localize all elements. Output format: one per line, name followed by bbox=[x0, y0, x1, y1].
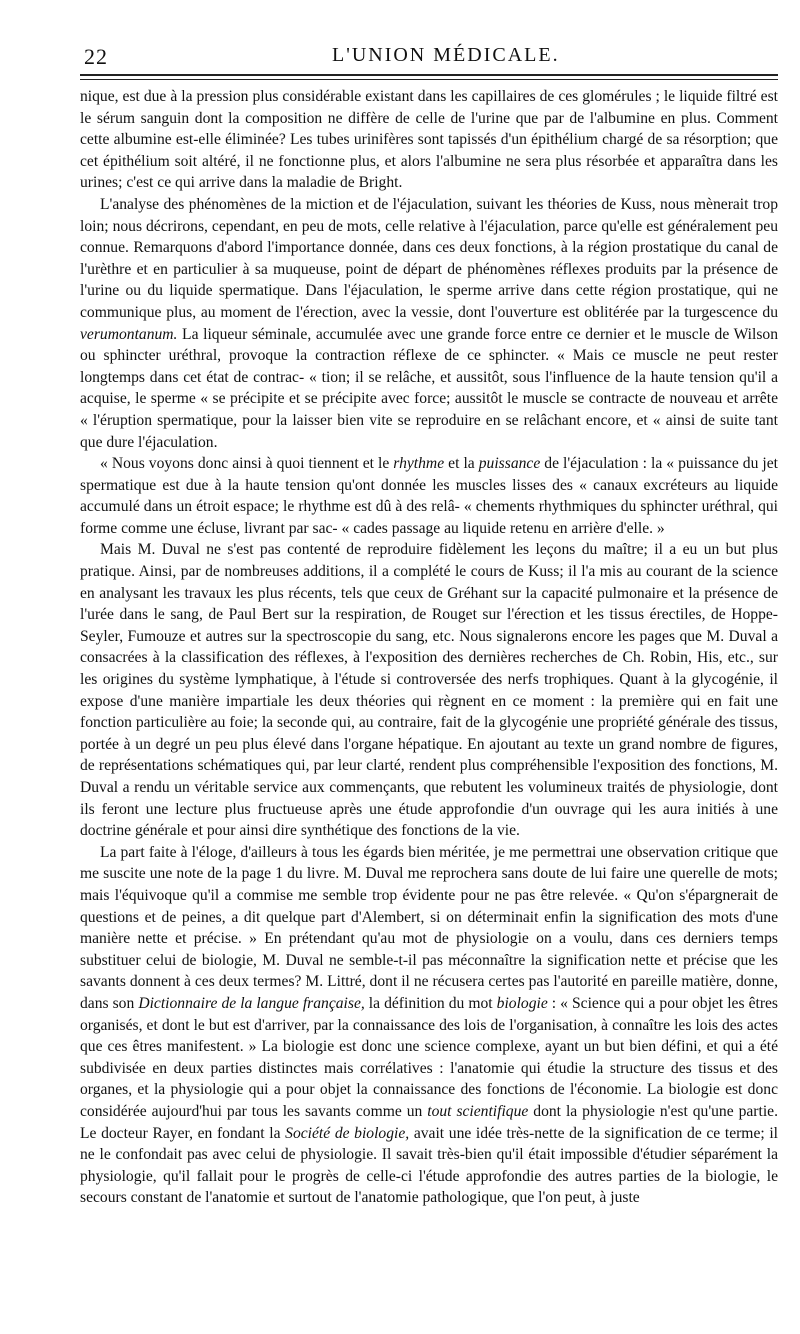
running-head: L'UNION MÉDICALE. bbox=[332, 44, 560, 66]
text-run: La part faite à l'éloge, d'ailleurs à tous les égards bien méritée, je me permettrai une observation critique que me suscite une note de la page 1 du livre. M. Duval me reprochera sans doute de lui faire une querelle de mots; mais l'équivoque qu'il a commise me semble trop évidente pour ne pas être relevée. « Qu'on s'épargnerait de questions et de peines, a dit quelque part d'Alembert, si on déterminait enfin la signification des mots d'une manière nette et précise. » En prétendant qu'au mot de physiologie on a voulu, dans ces derniers temps substituer celui de biologie, M. Duval ne semble-t-il pas méconnaître la signification nette et précise que les savants donnent à ces deux termes? M. Littré, dont il ne récusera certes pas l'autorité en pareille matière, donne, dans son bbox=[80, 843, 778, 1012]
text-run: Mais M. Duval ne s'est pas contenté de reproduire fidèlement les leçons du maître; il a eu un but plus pratique. Ainsi, par de nombreuses additions, il a complété le cours de Kuss; il l'a mis au courant de la science en analysant les travaux les plus récents, tels que ceux de Gréhant sur la capacité pulmonaire et la présence de l'urée dans le sang, de Paul Bert sur la respiration, de Rouget sur l'érection et les tissus érectiles, de Hoppe-Seyler, Fumouze et autres sur la spectroscopie du sang, etc. Nous signalerons encore les pages que M. Duval a consacrées à la classification des réflexes, à l'exposition des dernières recherches de Ch. Robin, His, etc., sur les origines du système lymphatique, à l'étude si controversée des nerfs trophiques. Quant à la glycogénie, il expose d'une manière impartiale les deux théories qui règnent en ce moment : la première qui en fait une fonction particulière au foie; la seconde qui, au contraire, fait de la glycogénie une propriété générale des tissus, portée à un degré un peu plus élevé dans l'organe hépatique. En ajoutant au texte un grand nombre de figures, de représentations schématiques qui, par leur clarté, rendent plus compréhensible l'exposition des fonctions, M. Duval a rendu un véritable service aux commençants, que rebutent les volumineux traités de physiologie, dont ils feront une lecture plus fructueuse après une étude approfondie d'un ouvrage qui les aura initiés à une doctrine générale et pour ainsi dire synthétique des fonctions de la vie. bbox=[80, 541, 778, 840]
italic-text: biologie bbox=[496, 994, 548, 1012]
text-run: et la bbox=[444, 455, 479, 473]
text-run: L'analyse des phénomènes de la miction et de l'éjaculation, suivant les théories de Kuss, nous mènerait trop loin; nous décrirons, cependant, en peu de mots, celle relative à l'éjaculation, parce qu'elle est généralement peu connue. Remarquons d'abord l'importance donnée, dans ces deux fonctions, à la région prostatique du canal de l'urèthre et en particulier à sa muqueuse, point de départ de phénomènes réflexes produits par la présence de l'urine ou du liquide spermatique. Dans l'éjaculation, le sperme arrive dans cette région prostatique, qui ne communique plus, au moment de l'érection, avec la vessie, dont l'ouverture est oblitérée par la turgescence du bbox=[80, 195, 778, 321]
text-run: avait une idée très-nette de la signification de ce terme; il ne le confondait pas avec celui de physiologie. Il savait très-bien qu'il était impossible d'étudier séparément la physiologie, qu'il fallait pour le progrès de celle-ci l'étude approfondie des autres parties de la biologie, le secours constant de l'anatomie et surtout de l'anatomie pathologique, que l'on peut, à juste bbox=[80, 1124, 778, 1207]
page-number: 22 bbox=[84, 44, 108, 69]
italic-text: Société de biologie, bbox=[285, 1124, 410, 1142]
text-run: la définition du mot bbox=[364, 994, 497, 1012]
header-rule bbox=[80, 79, 778, 80]
text-run: La liqueur séminale, accumulée avec une grande force entre ce dernier et le muscle de Wilson ou sphincter uréthral, provoque la contraction réflexe de ce sphincter. « Mais ce muscle ne peut rester longtemps dans cet état de contrac- « tion; il se relâche, et aussitôt, sous l'influence de la haute tension qu'il a acquise, le sperme « se précipite et se précipite avec force; aussitôt le muscle se contracte de nouveau et arrête « l'éruption spermatique, pour la laisser bien vite se reproduire en se relâchant encore, et « ainsi de suite tant que dure l'éjaculation. bbox=[80, 325, 778, 451]
article-body bbox=[80, 86, 778, 1209]
paragraph-p3 bbox=[80, 453, 778, 539]
paragraph-p2 bbox=[80, 194, 778, 453]
text-run: de l'éjaculation : la « puissance du jet spermatique est due à la haute tension qu'ont donnée les muscles lisses des « canaux excréteurs au liquide accumulé dans un étroit espace; le rhythme est dû à des relâ- « chements rhythmiques du sphincter uréthral, qui forme comme une écluse, livrant par sac- « cades passage au liquide retenu en arrière d'elle. » bbox=[80, 455, 779, 537]
page-header bbox=[80, 34, 778, 76]
italic-text: puissance bbox=[478, 455, 541, 473]
text-run: « Nous voyons donc ainsi à quoi tiennent et le bbox=[100, 455, 394, 473]
paragraph-p1 bbox=[80, 86, 778, 194]
text-run: nique, est due à la pression plus considérable existant dans les capillaires de ces glomérules ; le liquide filtré est le sérum sanguin dont la composition ne diffère de celle de l'urine que par de l'albumine en plus. Comment cette albumine est-elle éliminée? Les tubes urinifères sont tapissés d'un épithélium chargé de sa résorption; que cet épithélium soit altéré, il ne fonctionne plus, et alors l'albumine ne sera plus résorbée et apparaîtra dans les urines; c'est ce qui arrive dans la maladie de Bright. bbox=[80, 88, 778, 192]
italic-text: verumontanum. bbox=[80, 325, 178, 343]
paragraph-p5 bbox=[80, 842, 778, 1209]
italic-text: rhythme bbox=[393, 455, 445, 473]
paragraph-p4 bbox=[80, 539, 778, 841]
italic-text: tout scientifique bbox=[427, 1102, 529, 1120]
text-run: dont la physiologie n'est qu'une partie. Le docteur Rayer, en fondant la bbox=[80, 1102, 778, 1142]
italic-text: Dictionnaire de la langue française, bbox=[138, 994, 365, 1012]
text-run: : « Science qui a pour objet les êtres organisés, et dont le but est d'arriver, par la connaissance des lois de l'organisation, à connaître les lois des actes que ces êtres manifestent. » La biologie est donc une science complexe, ayant un but bien défini, et qui a été subdivisée en deux parties distinctes mais corrélatives : l'anatomie qui étudie la structure des tissus et des organes, et la physiologie qui a pour objet la connaissance des fonctions de l'économie. La biologie est donc considérée aujourd'hui par tous les savants comme un bbox=[80, 994, 779, 1120]
